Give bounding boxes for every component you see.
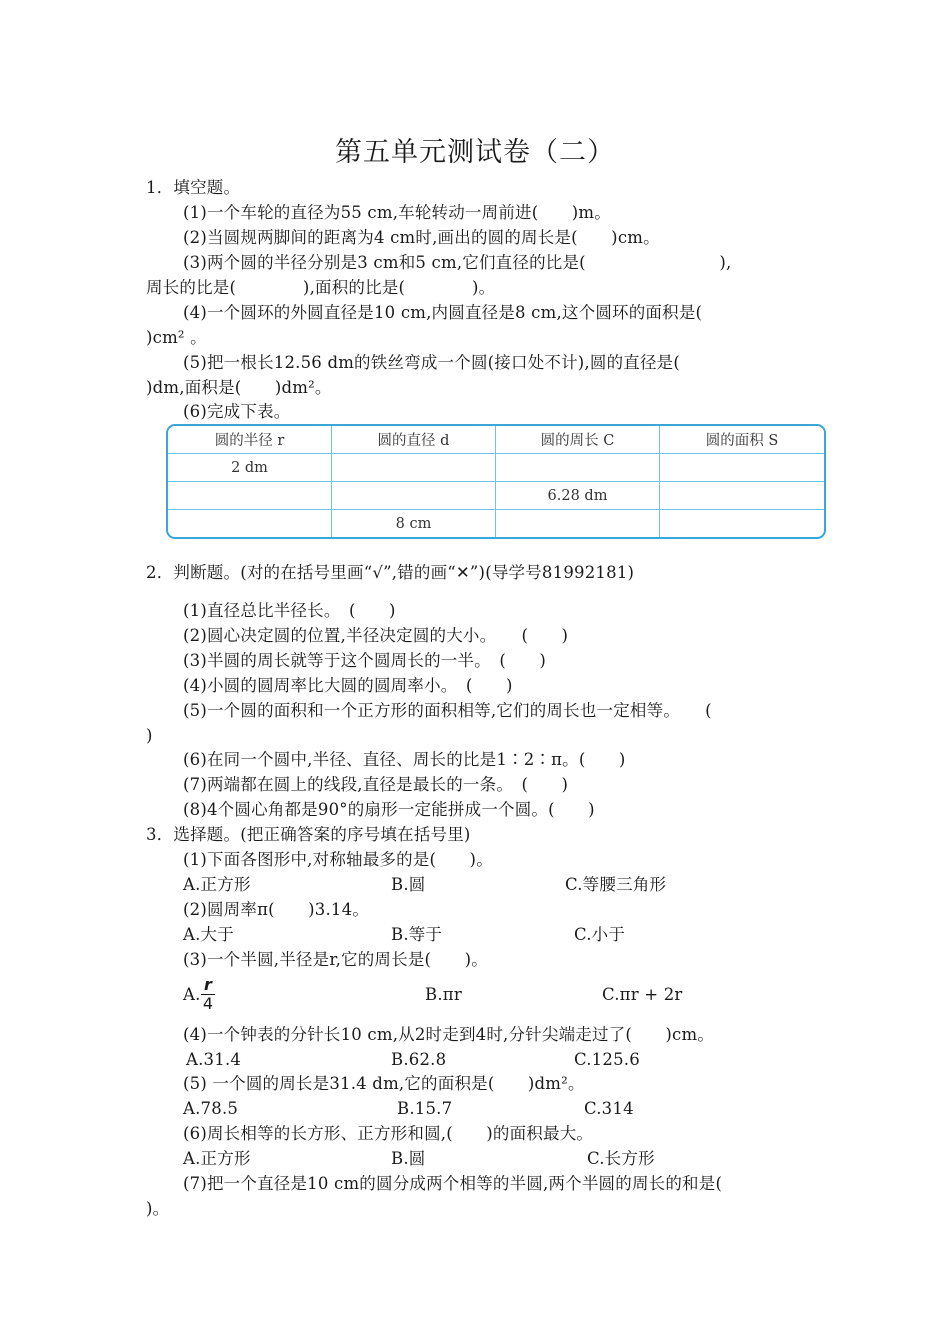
table-row xyxy=(168,482,824,510)
q3-4-option-c: C.125.6 xyxy=(574,1050,640,1069)
q3-6-option-b: B.圆 xyxy=(391,1149,426,1168)
q3-6-option-a: A.正方形 xyxy=(183,1149,251,1168)
section-1-heading: 1．填空题。 xyxy=(146,178,241,197)
table-cell xyxy=(660,482,824,510)
q3-6: (6)周长相等的长方形、正方形和圆,( )的面积最大。 xyxy=(183,1124,594,1143)
q3-1-option-b: B.圆 xyxy=(391,875,426,894)
table-cell xyxy=(168,482,332,510)
q3-3-option-a: A. xyxy=(183,985,201,1004)
q3-2-option-b: B.等于 xyxy=(391,925,443,944)
q3-2: (2)圆周率π( )3.14。 xyxy=(183,900,370,919)
q2-5-cont: ) xyxy=(146,726,153,745)
q2-1: (1)直径总比半径长。 ( ) xyxy=(183,601,396,620)
table-header: 圆的周长 C xyxy=(496,426,660,454)
table-header-row xyxy=(168,426,824,454)
q3-6-option-c: C.长方形 xyxy=(587,1149,655,1168)
q3-1-option-c: C.等腰三角形 xyxy=(565,875,667,894)
table-header: 圆的半径 r xyxy=(168,426,332,454)
table-cell: 8 cm xyxy=(332,510,496,537)
table-cell xyxy=(168,510,332,537)
table-cell xyxy=(660,454,824,482)
q1-1: (1)一个车轮的直径为55 cm,车轮转动一周前进( )m。 xyxy=(183,203,611,222)
q3-2-option-a: A.大于 xyxy=(183,925,234,944)
table-cell xyxy=(496,510,660,537)
table-header: 圆的面积 S xyxy=(660,426,824,454)
q3-3: (3)一个半圆,半径是r,它的周长是( )。 xyxy=(183,950,488,969)
q2-2: (2)圆心决定圆的位置,半径决定圆的大小。 ( ) xyxy=(183,626,569,645)
table-cell xyxy=(332,454,496,482)
table-header: 圆的直径 d xyxy=(332,426,496,454)
q3-1: (1)下面各图形中,对称轴最多的是( )。 xyxy=(183,850,493,869)
section-2-heading: 2．判断题。(对的在括号里画“√”,错的画“✕”)(导学号81992181) xyxy=(146,563,635,582)
q2-7: (7)两端都在圆上的线段,直径是最长的一条。 ( ) xyxy=(183,775,569,794)
q1-4-cont: )cm² 。 xyxy=(146,328,207,347)
q3-5: (5) 一个圆的周长是31.4 dm,它的面积是( )dm²。 xyxy=(183,1074,585,1093)
q3-4-option-a: A.31.4 xyxy=(186,1050,242,1069)
q2-4: (4)小圆的圆周率比大圆的圆周率小。 ( ) xyxy=(183,676,513,695)
q3-7: (7)把一个直径是10 cm的圆分成两个相等的半圆,两个半圆的周长的和是( xyxy=(183,1174,723,1193)
q2-6: (6)在同一个圆中,半径、直径、周长的比是1∶2∶π。( ) xyxy=(183,750,626,769)
q3-7-cont: )。 xyxy=(146,1199,170,1218)
fraction-r-over-4 xyxy=(201,976,215,1013)
fraction-numerator: r xyxy=(201,976,215,995)
q3-5-option-b: B.15.7 xyxy=(397,1099,453,1118)
q3-3-option-c: C.πr + 2r xyxy=(602,985,683,1004)
q3-1-option-a: A.正方形 xyxy=(183,875,251,894)
q2-8: (8)4个圆心角都是90°的扇形一定能拼成一个圆。( ) xyxy=(183,800,595,819)
q1-4: (4)一个圆环的外圆直径是10 cm,内圆直径是8 cm,这个圆环的面积是( xyxy=(183,303,703,322)
table-row xyxy=(168,510,824,537)
q3-5-option-a: A.78.5 xyxy=(183,1099,239,1118)
table-cell: 2 dm xyxy=(168,454,332,482)
page-title: 第五单元测试卷（二） xyxy=(335,137,615,168)
q1-5: (5)把一根长12.56 dm的铁丝弯成一个圆(接口处不计),圆的直径是( xyxy=(183,353,681,372)
q1-3: (3)两个圆的半径分别是3 cm和5 cm,它们直径的比是( ), xyxy=(183,253,732,272)
q2-5: (5)一个圆的面积和一个正方形的面积相等,它们的周长也一定相等。 ( xyxy=(183,701,712,720)
table-cell: 6.28 dm xyxy=(496,482,660,510)
q1-5-cont: )dm,面积是( )dm²。 xyxy=(146,378,332,397)
q3-4-option-b: B.62.8 xyxy=(391,1050,447,1069)
circle-table xyxy=(166,424,826,539)
section-3-heading: 3．选择题。(把正确答案的序号填在括号里) xyxy=(146,825,471,844)
table-row xyxy=(168,454,824,482)
table-cell xyxy=(660,510,824,537)
table-cell xyxy=(332,482,496,510)
q1-2: (2)当圆规两脚间的距离为4 cm时,画出的圆的周长是( )cm。 xyxy=(183,228,660,247)
fraction-denominator: 4 xyxy=(202,994,214,1013)
q3-2-option-c: C.小于 xyxy=(574,925,626,944)
q3-4: (4)一个钟表的分针长10 cm,从2时走到4时,分针尖端走过了( )cm。 xyxy=(183,1025,715,1044)
q1-3-cont: 周长的比是( ),面积的比是( )。 xyxy=(146,278,496,297)
table-cell xyxy=(496,454,660,482)
q1-6: (6)完成下表。 xyxy=(183,402,291,421)
q2-3: (3)半圆的周长就等于这个圆周长的一半。 ( ) xyxy=(183,651,546,670)
q3-3-option-b: B.πr xyxy=(425,985,462,1004)
q3-5-option-c: C.314 xyxy=(584,1099,634,1118)
